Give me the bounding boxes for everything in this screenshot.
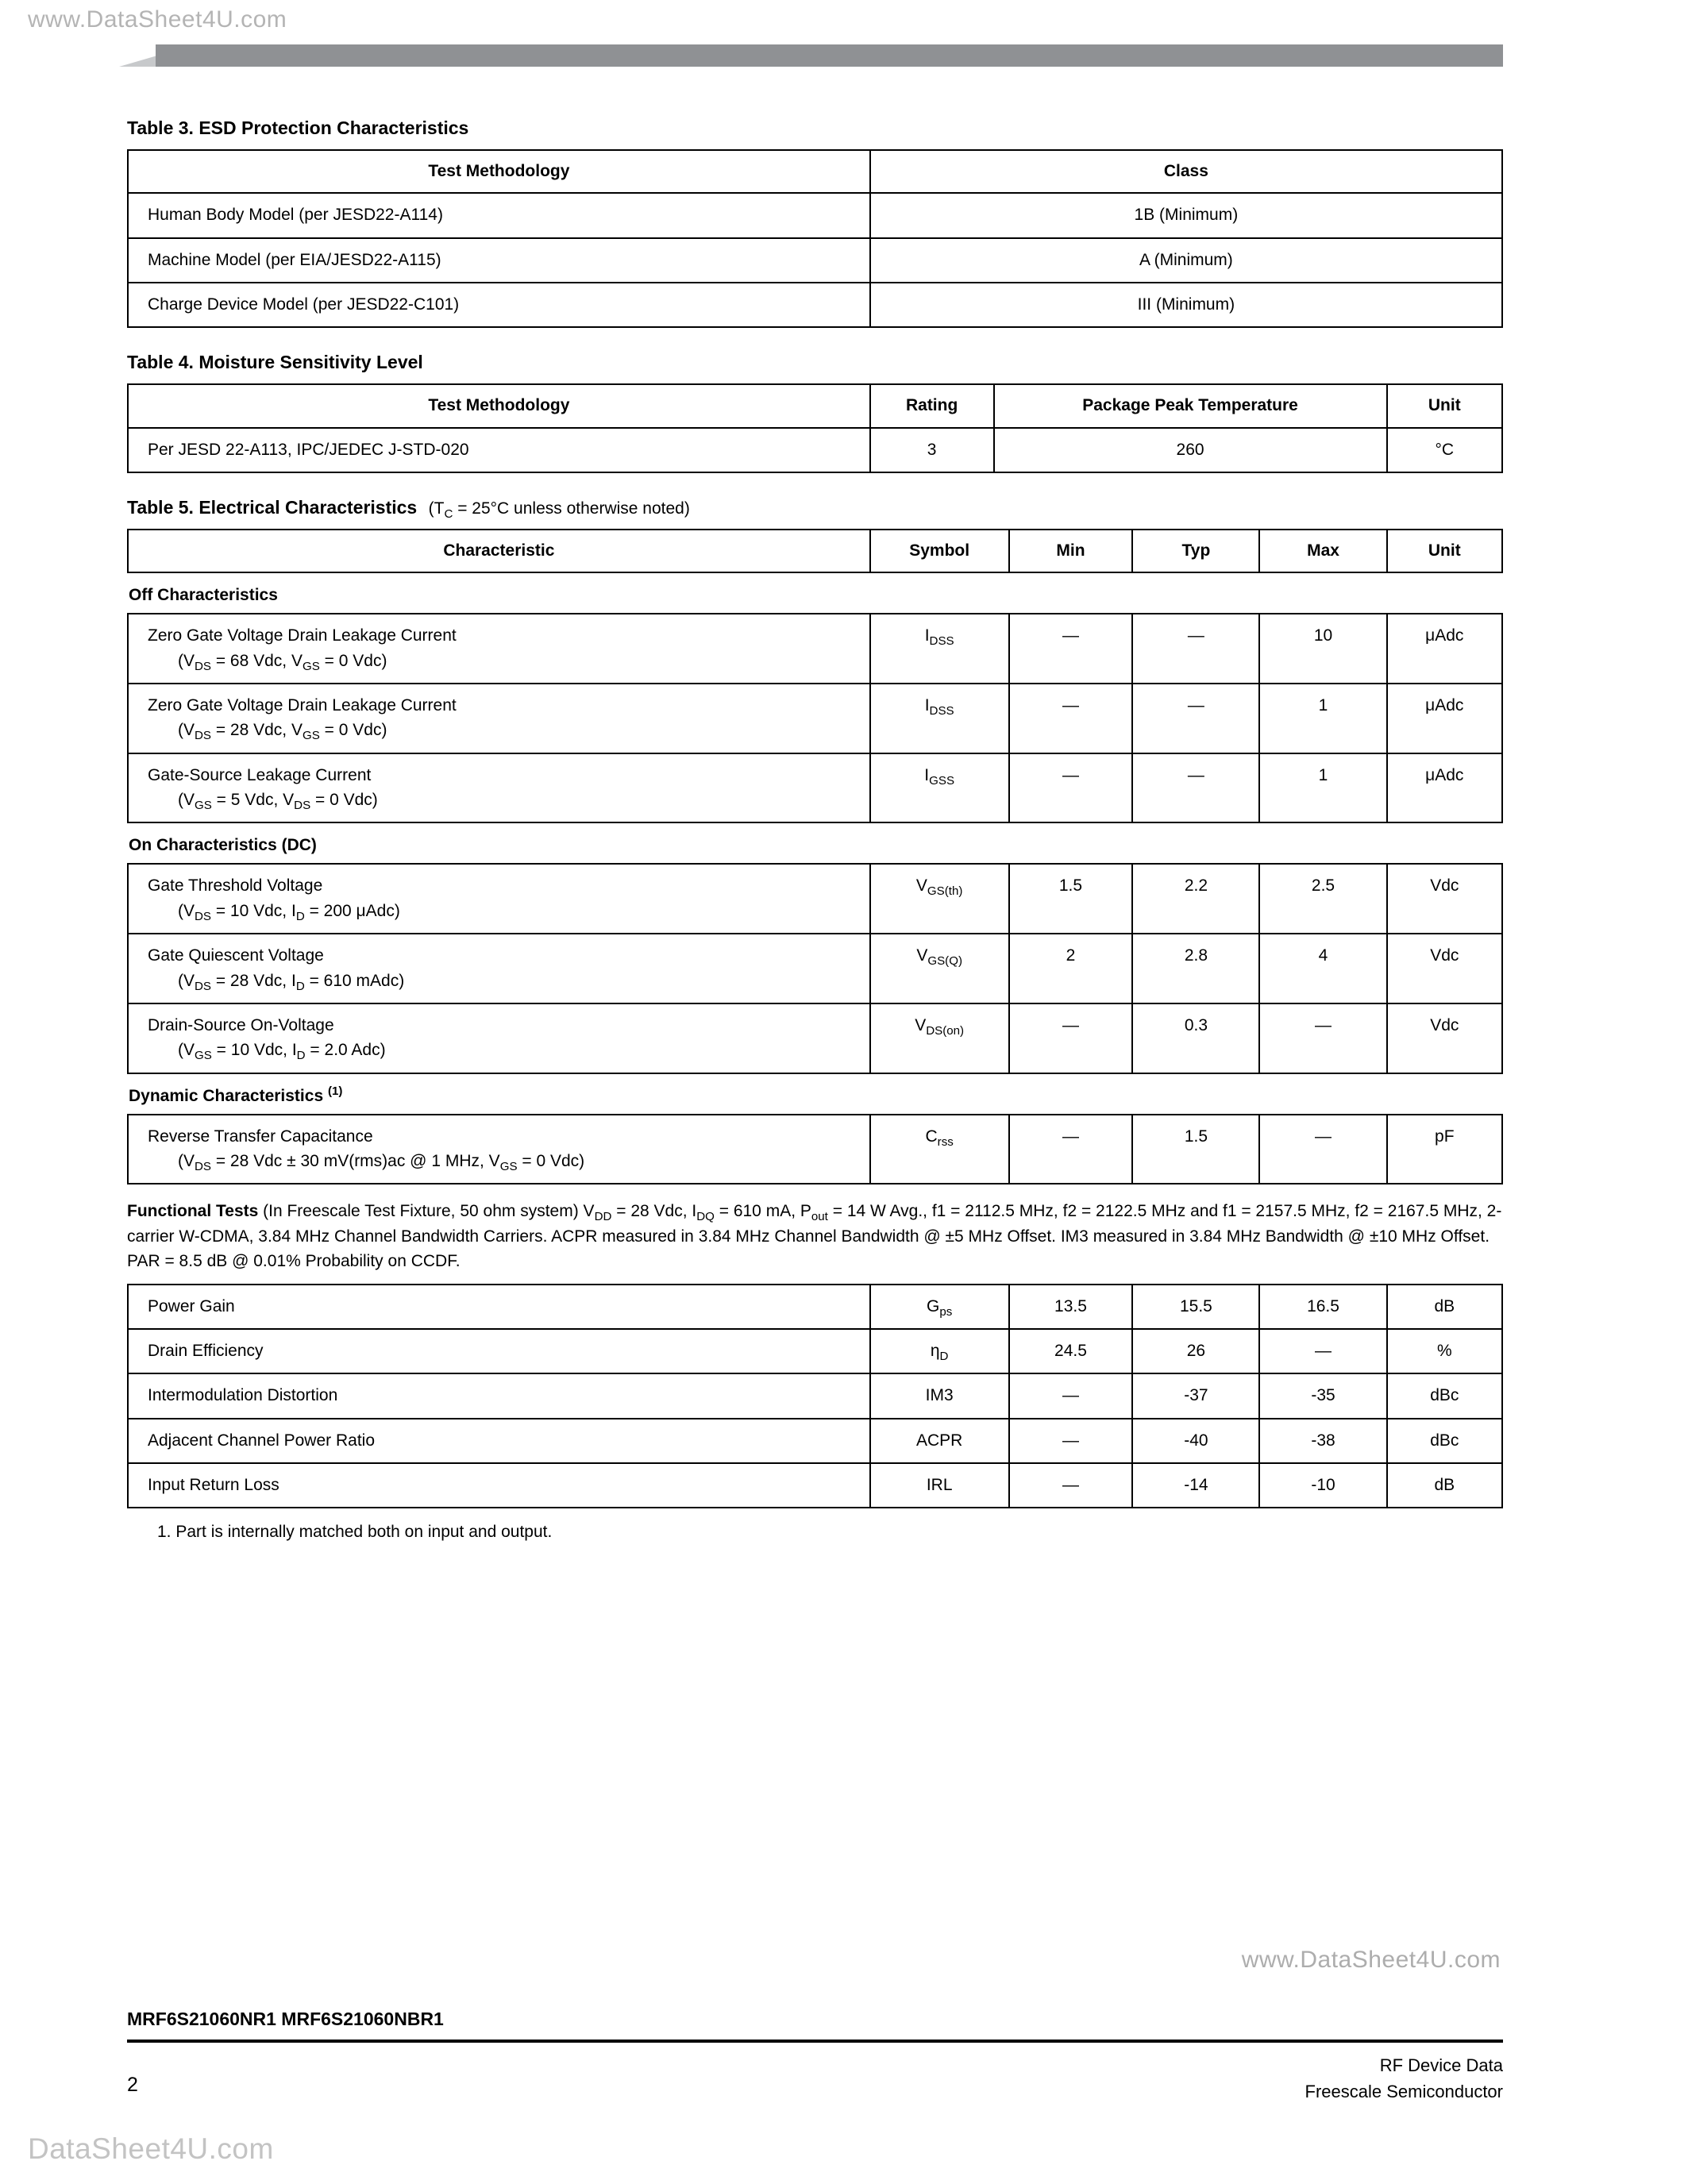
symbol-cell: $I_{GSS}$ bbox=[870, 753, 1009, 823]
footer-rule bbox=[127, 2040, 1503, 2043]
symbol-cell: $G_{ps}$ bbox=[870, 1285, 1009, 1329]
rating-cell: 3 bbox=[870, 428, 994, 472]
table5-dynamic-characteristics bbox=[127, 1114, 1503, 1185]
characteristic-cell bbox=[128, 753, 870, 823]
table-row bbox=[128, 238, 1502, 283]
symbol-cell: $C_{rss}$ bbox=[870, 1115, 1009, 1184]
characteristic-cell bbox=[128, 934, 870, 1003]
symbol-cell: $V_{DS(on)}$ bbox=[870, 1003, 1009, 1073]
typ-cell: — bbox=[1132, 753, 1259, 823]
column-header-test-methodology: Test Methodology bbox=[128, 150, 870, 193]
characteristic-conditions: ($V_{DS} = 68$ Vdc, $V_{GS} = 0$ Vdc) bbox=[178, 651, 387, 673]
max-cell: 4 bbox=[1259, 934, 1386, 1003]
characteristic-conditions: ($V_{GS} = 5$ Vdc, $V_{DS} = 0$ Vdc) bbox=[178, 791, 378, 813]
characteristic-cell bbox=[128, 684, 870, 753]
table-row bbox=[128, 428, 1502, 472]
typ-cell: 0.3 bbox=[1132, 1003, 1259, 1073]
test-methodology-cell: Per JESD 22-A113, IPC/JEDEC J-STD-020 bbox=[128, 428, 870, 472]
symbol-cell: $V_{GS(Q)}$ bbox=[870, 934, 1009, 1003]
table3-esd-protection bbox=[127, 149, 1503, 328]
column-header-rating: Rating bbox=[870, 384, 994, 427]
characteristic-cell bbox=[128, 614, 870, 684]
page-content bbox=[127, 117, 1503, 1542]
symbol-cell: $\eta_D$ bbox=[870, 1329, 1009, 1373]
symbol-cell: $I_{DSS}$ bbox=[870, 684, 1009, 753]
characteristic-name: Reverse Transfer Capacitance bbox=[148, 1127, 373, 1146]
watermark-bottom-left: DataSheet4U.com bbox=[28, 2132, 274, 2165]
symbol-cell: IRL bbox=[870, 1463, 1009, 1508]
table-row bbox=[128, 1419, 1502, 1463]
column-header-package-peak-temperature: Package Peak Temperature bbox=[994, 384, 1387, 427]
test-methodology-cell: Machine Model (per EIA/JESD22-A115) bbox=[128, 238, 870, 283]
watermark-top-left: www.DataSheet4U.com bbox=[28, 6, 287, 33]
column-header-symbol: Symbol bbox=[870, 530, 1009, 572]
column-header-typ: Typ bbox=[1132, 530, 1259, 572]
typ-cell: 1.5 bbox=[1132, 1115, 1259, 1184]
min-cell: 24.5 bbox=[1009, 1329, 1133, 1373]
column-header-test-methodology: Test Methodology bbox=[128, 384, 870, 427]
table-row bbox=[128, 1285, 1502, 1329]
column-header-class: Class bbox=[870, 150, 1502, 193]
table-row bbox=[128, 1003, 1502, 1073]
functional-tests-text: (In Freescale Test Fixture, 50 ohm system) $V_{DD} = 28$ Vdc, $I_{DQ} = 610$ mA, $P_{out} = 14$ W Avg., f1 = 2112.5 MHz, f2 = 2122.5 MHz and f1 = 2157.5 MHz, f2 = 2167.5 MHz, 2-carrier W-CDMA, 3.84 MHz Channel Bandwidth Carriers. ACPR measured in 3.84 MHz Channel Bandwidth @ ±5 MHz Offset. IM3 measured in 3.84 MHz Bandwidth @ ±10 MHz Offset. PAR = 8.5 dB @ 0.01% Probability on CCDF. bbox=[127, 1202, 1502, 1271]
characteristic-name: Gate Threshold Voltage bbox=[148, 876, 323, 896]
table-row bbox=[128, 753, 1502, 823]
characteristic-cell bbox=[128, 1115, 870, 1184]
typ-cell: 2.2 bbox=[1132, 864, 1259, 934]
class-cell: 1B (Minimum) bbox=[870, 193, 1502, 237]
min-cell: — bbox=[1009, 1003, 1133, 1073]
max-cell: — bbox=[1259, 1115, 1386, 1184]
table-row bbox=[128, 1373, 1502, 1418]
table-row bbox=[128, 864, 1502, 934]
unit-cell: μAdc bbox=[1387, 614, 1502, 684]
table-row bbox=[128, 684, 1502, 753]
class-cell: III (Minimum) bbox=[870, 283, 1502, 327]
footnote: 1. Part is internally matched both on input and output. bbox=[157, 1523, 553, 1542]
max-cell: -10 bbox=[1259, 1463, 1386, 1508]
table-header-row bbox=[128, 384, 1502, 427]
functional-tests-label: Functional Tests bbox=[127, 1202, 259, 1221]
characteristic-cell: Power Gain bbox=[128, 1285, 870, 1329]
footer-doc-title: RF Device Data bbox=[1379, 2055, 1503, 2075]
table-row bbox=[128, 614, 1502, 684]
characteristic-cell bbox=[128, 864, 870, 934]
table-row bbox=[128, 934, 1502, 1003]
typ-cell: 2.8 bbox=[1132, 934, 1259, 1003]
header-bar bbox=[119, 44, 1503, 67]
max-cell: 16.5 bbox=[1259, 1285, 1386, 1329]
characteristic-name: Gate Quiescent Voltage bbox=[148, 946, 324, 965]
unit-cell: Vdc bbox=[1387, 934, 1502, 1003]
typ-cell: 15.5 bbox=[1132, 1285, 1259, 1329]
min-cell: — bbox=[1009, 1115, 1133, 1184]
min-cell: — bbox=[1009, 1419, 1133, 1463]
section-title-off-characteristics: Off Characteristics bbox=[129, 586, 278, 605]
part-numbers: MRF6S21060NR1 MRF6S21060NBR1 bbox=[127, 2009, 444, 2029]
table-row bbox=[128, 1329, 1502, 1373]
min-cell: — bbox=[1009, 753, 1133, 823]
max-cell: 10 bbox=[1259, 614, 1386, 684]
unit-cell: Vdc bbox=[1387, 1003, 1502, 1073]
column-header-max: Max bbox=[1259, 530, 1386, 572]
characteristic-cell: Adjacent Channel Power Ratio bbox=[128, 1419, 870, 1463]
table5-title-text: Table 5. Electrical Characteristics bbox=[127, 497, 418, 518]
table4-moisture-sensitivity bbox=[127, 383, 1503, 473]
table5-title-note: ($T_C = 25^\circ C$ unless otherwise noted) bbox=[428, 499, 690, 522]
characteristic-conditions: ($V_{GS} = 10$ Vdc, $I_D = 2.0$ Adc) bbox=[178, 1041, 386, 1063]
functional-tests-paragraph bbox=[127, 1199, 1503, 1274]
symbol-cell: $V_{GS(th)}$ bbox=[870, 864, 1009, 934]
min-cell: 2 bbox=[1009, 934, 1133, 1003]
column-header-unit: Unit bbox=[1387, 530, 1502, 572]
unit-cell: % bbox=[1387, 1329, 1502, 1373]
table3-title: Table 3. ESD Protection Characteristics bbox=[127, 117, 469, 138]
typ-cell: -14 bbox=[1132, 1463, 1259, 1508]
min-cell: — bbox=[1009, 1463, 1133, 1508]
symbol-cell: ACPR bbox=[870, 1419, 1009, 1463]
typ-cell: 26 bbox=[1132, 1329, 1259, 1373]
typ-cell: -40 bbox=[1132, 1419, 1259, 1463]
characteristic-cell: Drain Efficiency bbox=[128, 1329, 870, 1373]
characteristic-cell bbox=[128, 1003, 870, 1073]
typ-cell: — bbox=[1132, 684, 1259, 753]
characteristic-conditions: ($V_{DS} = 28$ Vdc ± 30 mV(rms)ac @ 1 MHz, $V_{GS} = 0$ Vdc) bbox=[178, 1151, 585, 1174]
unit-cell: dBc bbox=[1387, 1373, 1502, 1418]
section-title-dynamic-characteristics: Dynamic Characteristics $^{(1)}$ bbox=[129, 1084, 343, 1105]
package-peak-temperature-cell: 260 bbox=[994, 428, 1387, 472]
header-bar-fill bbox=[156, 44, 1503, 67]
unit-cell: dBc bbox=[1387, 1419, 1502, 1463]
unit-cell: °C bbox=[1387, 428, 1502, 472]
table5-off-characteristics bbox=[127, 613, 1503, 823]
characteristic-name: Drain-Source On-Voltage bbox=[148, 1015, 334, 1034]
table-row bbox=[128, 1115, 1502, 1184]
page-number: 2 bbox=[127, 2074, 138, 2096]
table5-title bbox=[127, 497, 1503, 522]
unit-cell: dB bbox=[1387, 1285, 1502, 1329]
column-header-min: Min bbox=[1009, 530, 1133, 572]
test-methodology-cell: Charge Device Model (per JESD22-C101) bbox=[128, 283, 870, 327]
characteristic-conditions: ($V_{DS} = 10$ Vdc, $I_D = 200$ μAdc) bbox=[178, 901, 400, 923]
characteristic-name: Zero Gate Voltage Drain Leakage Current bbox=[148, 626, 457, 645]
table-row bbox=[128, 193, 1502, 237]
unit-cell: μAdc bbox=[1387, 753, 1502, 823]
typ-cell: -37 bbox=[1132, 1373, 1259, 1418]
max-cell: -38 bbox=[1259, 1419, 1386, 1463]
test-methodology-cell: Human Body Model (per JESD22-A114) bbox=[128, 193, 870, 237]
column-header-characteristic: Characteristic bbox=[128, 530, 870, 572]
table4-title: Table 4. Moisture Sensitivity Level bbox=[127, 352, 423, 373]
unit-cell: μAdc bbox=[1387, 684, 1502, 753]
footer-company: Freescale Semiconductor bbox=[1305, 2082, 1503, 2101]
characteristic-cell: Intermodulation Distortion bbox=[128, 1373, 870, 1418]
table5-header bbox=[127, 529, 1503, 573]
unit-cell: pF bbox=[1387, 1115, 1502, 1184]
unit-cell: Vdc bbox=[1387, 864, 1502, 934]
symbol-cell: IM3 bbox=[870, 1373, 1009, 1418]
column-header-unit: Unit bbox=[1387, 384, 1502, 427]
characteristic-name: Gate-Source Leakage Current bbox=[148, 765, 372, 784]
min-cell: 1.5 bbox=[1009, 864, 1133, 934]
table5-on-characteristics bbox=[127, 863, 1503, 1073]
min-cell: — bbox=[1009, 1373, 1133, 1418]
section-title-on-characteristics: On Characteristics (DC) bbox=[129, 836, 317, 855]
class-cell: A (Minimum) bbox=[870, 238, 1502, 283]
min-cell: 13.5 bbox=[1009, 1285, 1133, 1329]
table-row bbox=[128, 283, 1502, 327]
watermark-bottom-right: www.DataSheet4U.com bbox=[1241, 1947, 1501, 1973]
functional-tests-table bbox=[127, 1284, 1503, 1509]
characteristic-cell: Input Return Loss bbox=[128, 1463, 870, 1508]
min-cell: — bbox=[1009, 614, 1133, 684]
table-row bbox=[128, 1463, 1502, 1508]
typ-cell: — bbox=[1132, 614, 1259, 684]
max-cell: — bbox=[1259, 1329, 1386, 1373]
max-cell: -35 bbox=[1259, 1373, 1386, 1418]
max-cell: 1 bbox=[1259, 684, 1386, 753]
min-cell: — bbox=[1009, 684, 1133, 753]
unit-cell: dB bbox=[1387, 1463, 1502, 1508]
max-cell: 1 bbox=[1259, 753, 1386, 823]
footer-right-block bbox=[127, 2052, 1503, 2105]
table-header-row bbox=[128, 150, 1502, 193]
characteristic-conditions: ($V_{DS} = 28$ Vdc, $V_{GS} = 0$ Vdc) bbox=[178, 721, 387, 743]
page-footer bbox=[127, 2009, 1503, 2105]
table-header-row bbox=[128, 530, 1502, 572]
max-cell: — bbox=[1259, 1003, 1386, 1073]
max-cell: 2.5 bbox=[1259, 864, 1386, 934]
symbol-cell: $I_{DSS}$ bbox=[870, 614, 1009, 684]
characteristic-conditions: ($V_{DS} = 28$ Vdc, $I_D = 610$ mAdc) bbox=[178, 971, 405, 993]
characteristic-name: Zero Gate Voltage Drain Leakage Current bbox=[148, 696, 457, 715]
